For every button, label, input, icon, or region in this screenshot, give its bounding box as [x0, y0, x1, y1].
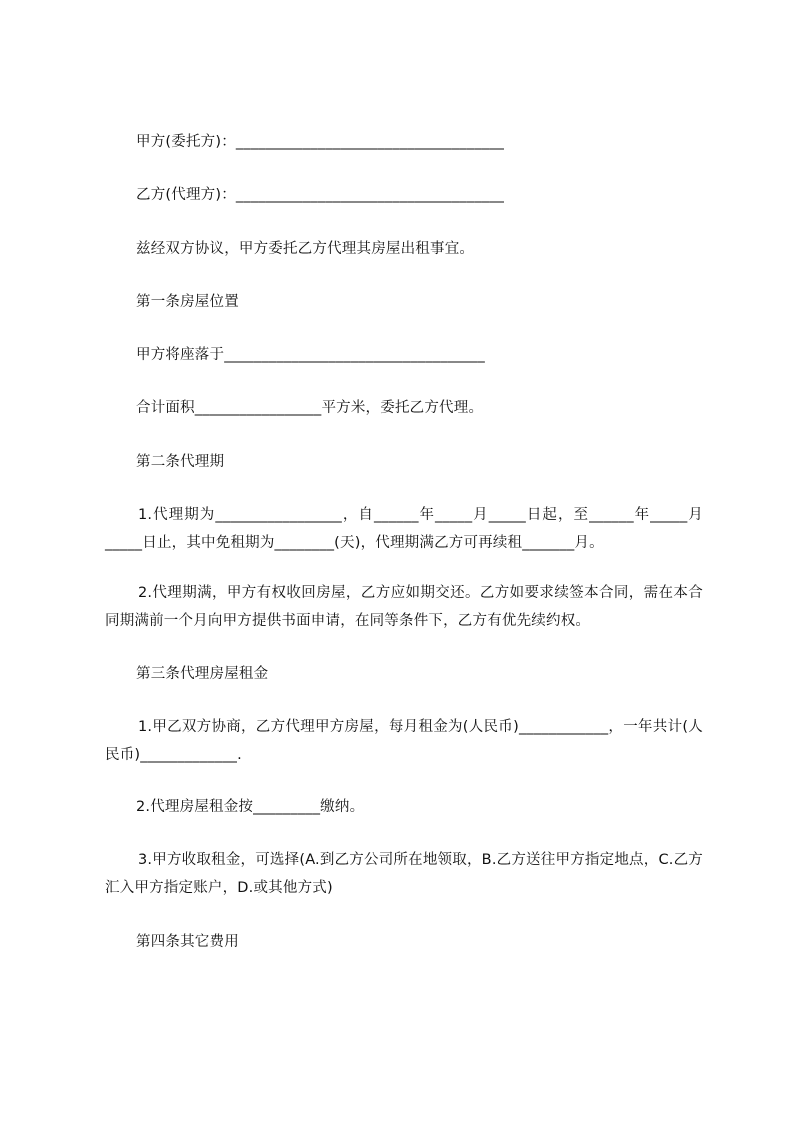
- article2-item2-text: 2.代理期满，甲方有权收回房屋，乙方应如期交还。乙方如要求续签本合同，需在本合同期满前一个月向甲方提供书面申请，在同等条件下，乙方有优先续约权。: [105, 585, 703, 629]
- article4-title: 第四条其它费用: [136, 934, 239, 950]
- article1-location: 甲方将座落于___________________________________: [136, 347, 485, 363]
- article1-area: 合计面积_________________平方米，委托乙方代理。: [136, 400, 484, 416]
- party-a-line: 甲方(委托方)：____________________________________: [136, 134, 505, 150]
- article2-item2: [105, 579, 703, 635]
- article3-item1-text: 1.甲乙双方协商，乙方代理甲方房屋，每月租金为(人民币)____________，一年共计(人民币)_____________.: [105, 719, 703, 763]
- article3-item3: [105, 846, 703, 902]
- article2-title: 第二条代理期: [136, 454, 225, 470]
- article3-title: 第三条代理房屋租金: [136, 666, 269, 682]
- article3-item3-text: 3.甲方收取租金，可选择(A.到乙方公司所在地领取，B.乙方送往甲方指定地点，C.乙方汇入甲方指定账户，D.或其他方式): [105, 852, 703, 896]
- party-b-line: 乙方(代理方)：____________________________________: [136, 187, 505, 203]
- article2-item1-text: 1.代理期为_________________，自______年_____月_____日起，至______年_____月_____日止，其中免租期为________(天)，代理期满乙方可再续租_______月。: [105, 507, 703, 551]
- article3-item1: [105, 713, 703, 769]
- preamble: 兹经双方协议，甲方委托乙方代理其房屋出租事宜。: [136, 241, 475, 257]
- article2-item1: [105, 501, 703, 557]
- article1-title: 第一条房屋位置: [136, 294, 239, 310]
- article3-item2: 2.代理房屋租金按_________缴纳。: [136, 799, 365, 815]
